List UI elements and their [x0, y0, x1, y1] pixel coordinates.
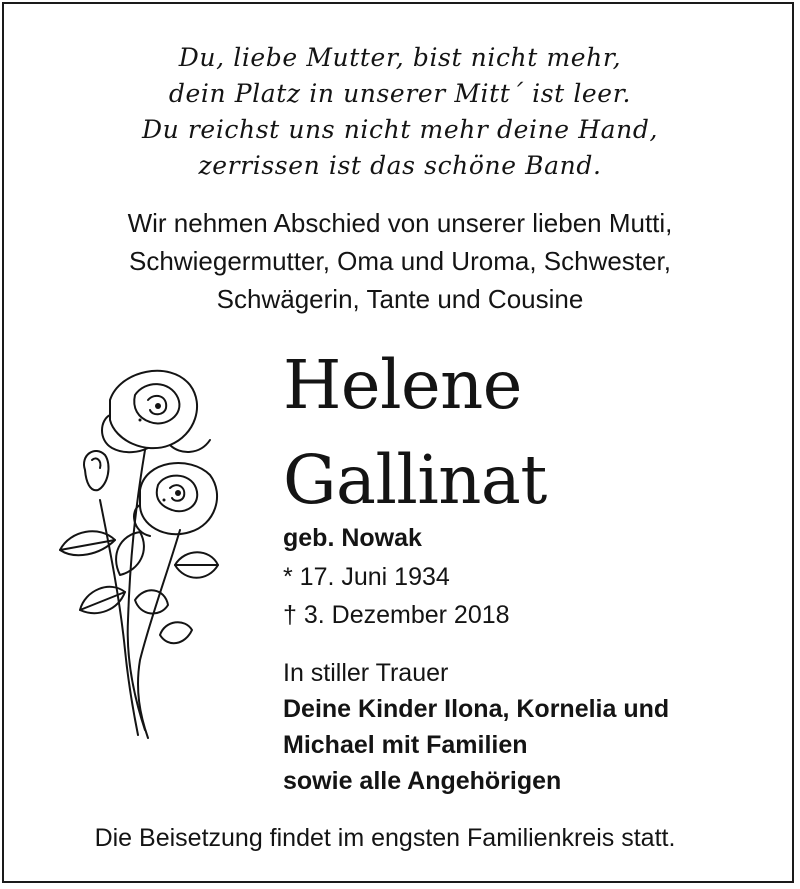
farewell-line: Schwiegermutter, Oma und Uroma, Schwester,: [129, 246, 671, 276]
poem-line: Du reichst uns nicht mehr deine Hand,: [141, 115, 659, 144]
poem: [0, 40, 800, 184]
mourners-line: Deine Kinder Ilona, Kornelia und: [283, 695, 670, 723]
roses-illustration-icon: [40, 360, 230, 740]
farewell-line: Schwägerin, Tante und Cousine: [216, 284, 584, 314]
maiden-name: geb. Nowak: [283, 524, 422, 552]
poem-line: Du, liebe Mutter, bist nicht mehr,: [178, 43, 622, 72]
last-name: Gallinat: [283, 441, 547, 519]
mourners-line: Michael mit Familien: [283, 731, 528, 759]
closing-note: Die Beisetzung findet im engsten Familienkreis statt.: [94, 824, 676, 852]
first-name: Helene: [283, 346, 522, 424]
mourners-intro: In stiller Trauer: [283, 659, 449, 687]
farewell-line: Wir nehmen Abschied von unserer lieben Mutti,: [127, 208, 673, 238]
mourners: [283, 655, 669, 799]
birth-date: * 17. Juni 1934: [283, 563, 450, 591]
poem-line: zerrissen ist das schöne Band.: [198, 151, 602, 180]
life-details: [283, 518, 510, 634]
poem-line: dein Platz in unserer Mitt´ ist leer.: [168, 79, 632, 108]
death-date: † 3. Dezember 2018: [283, 601, 510, 629]
mourners-line: sowie alle Angehörigen: [283, 767, 562, 795]
farewell-text: [0, 204, 800, 318]
